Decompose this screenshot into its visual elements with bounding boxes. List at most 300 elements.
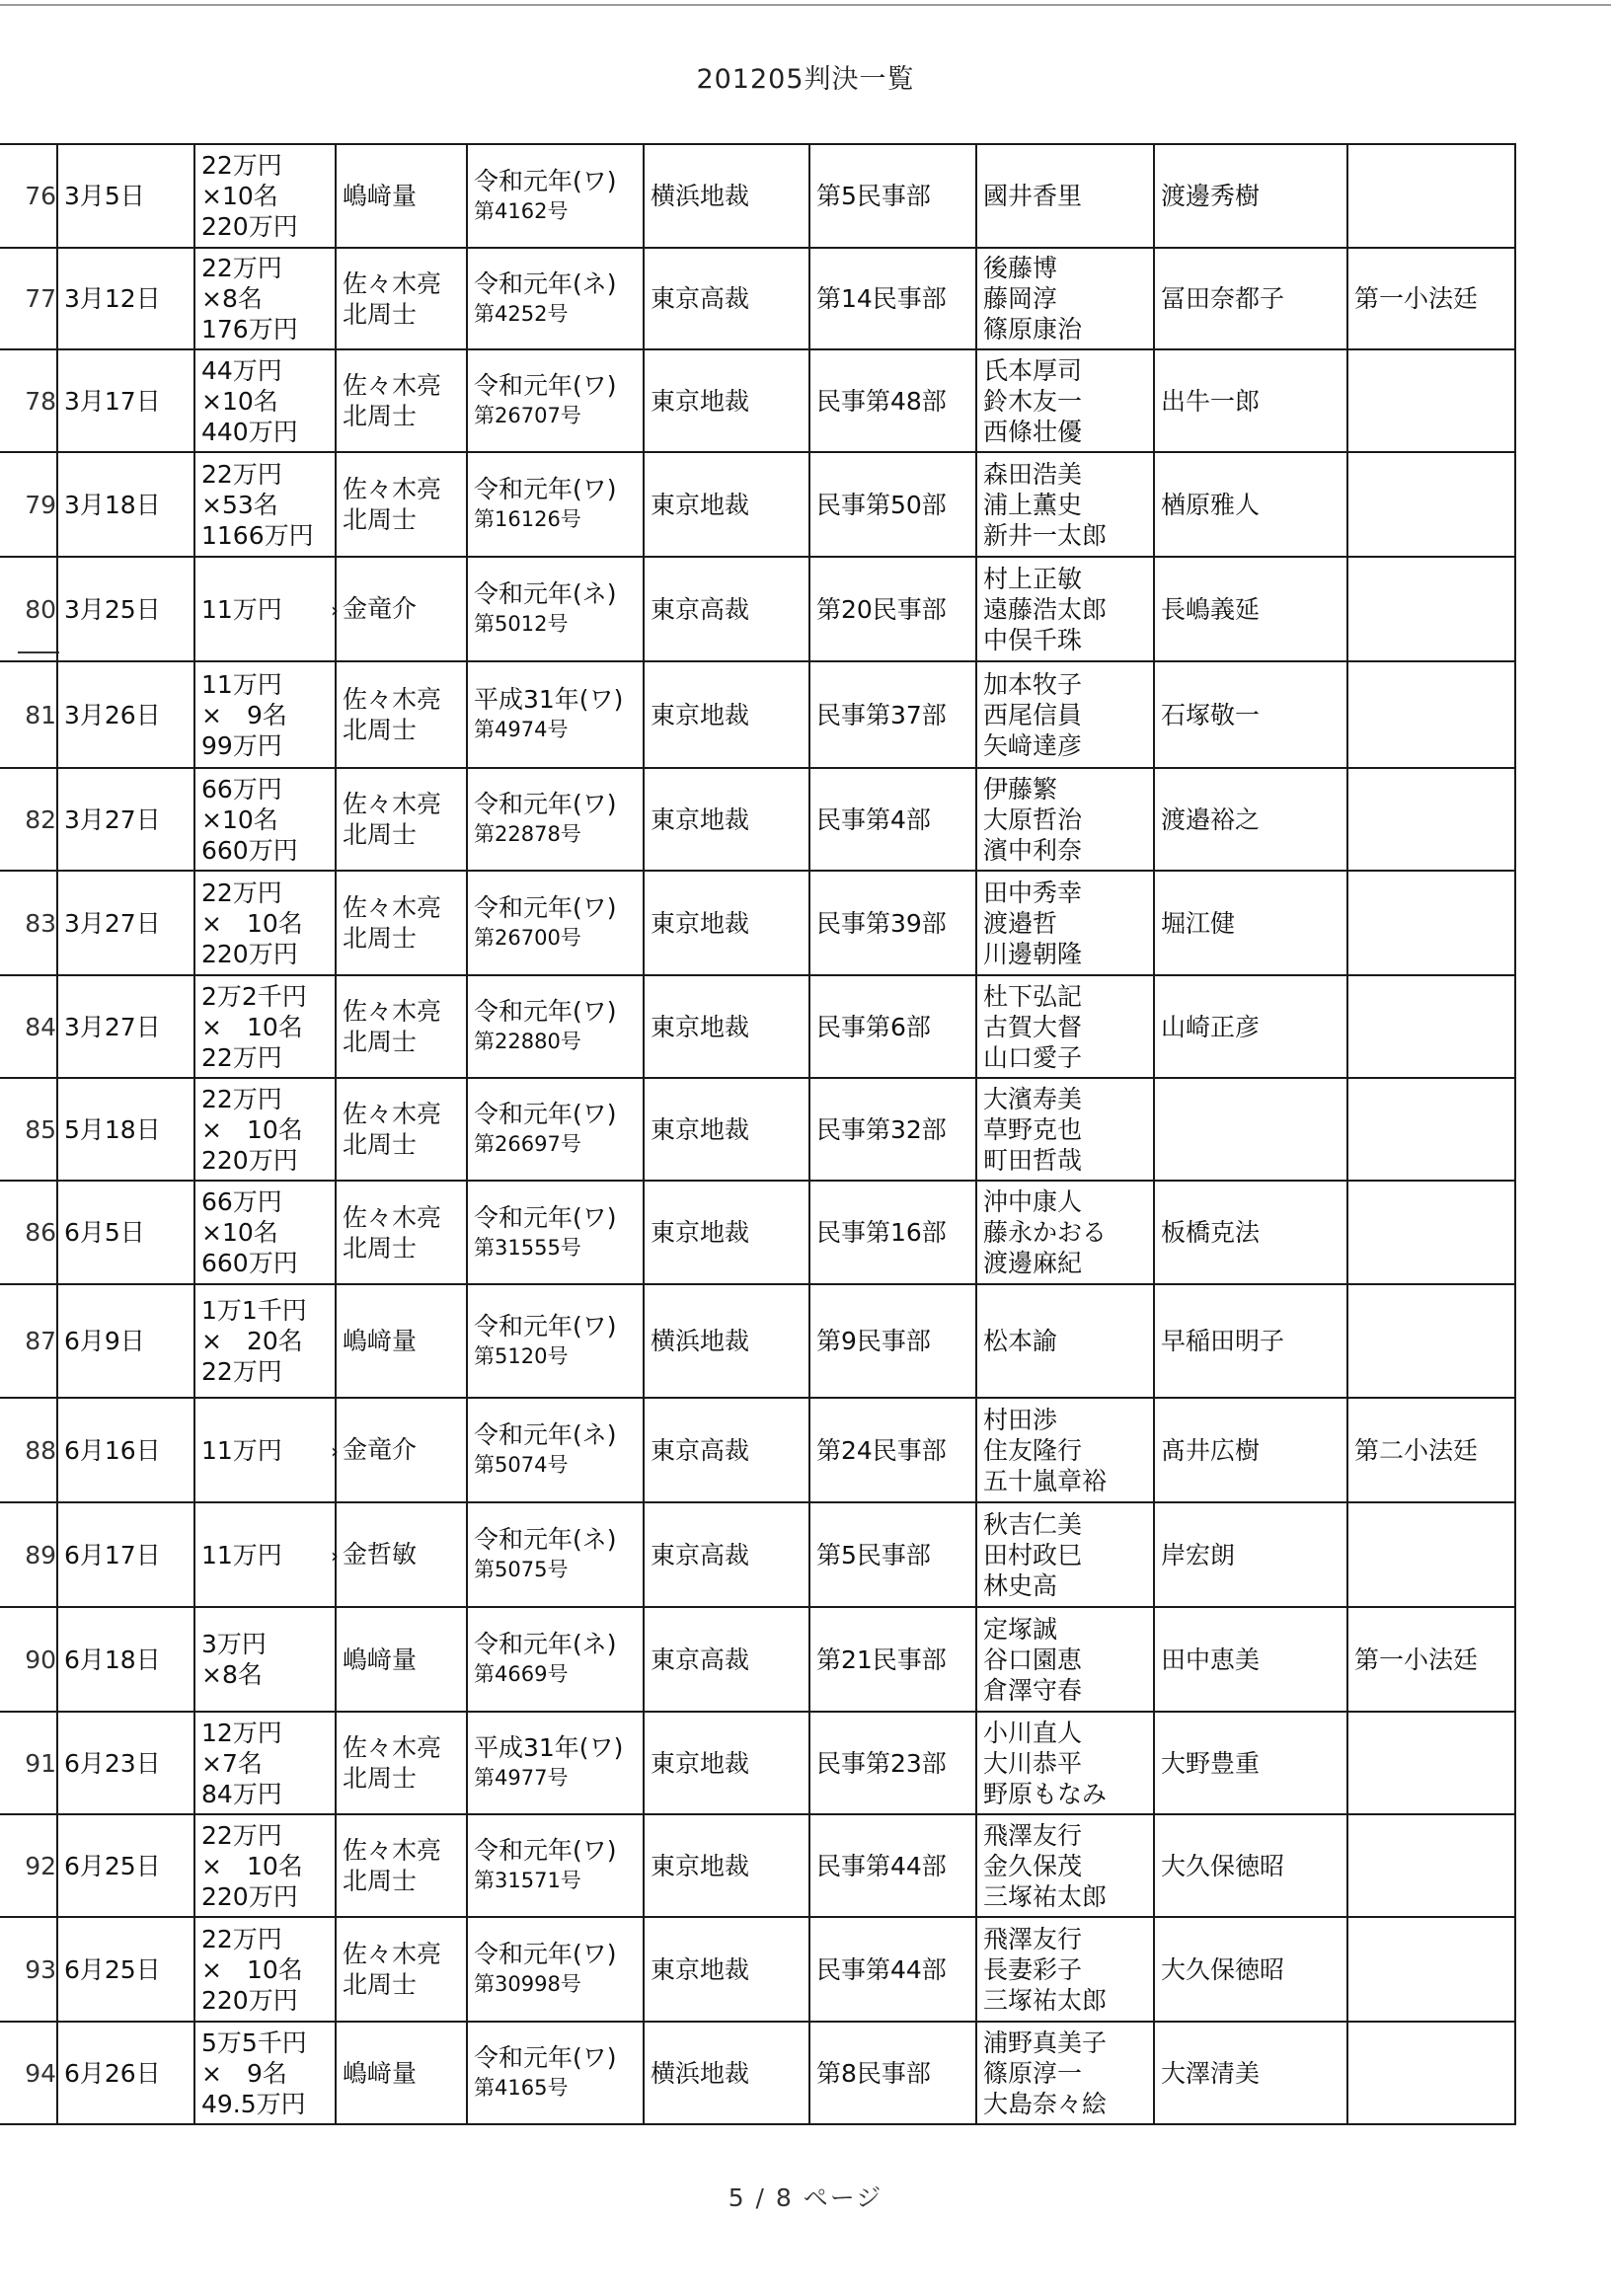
row-number-cell: 78 bbox=[0, 349, 57, 452]
case-line: 令和元年(ワ) bbox=[474, 1311, 617, 1340]
table-row bbox=[0, 144, 1515, 248]
judge-name: 杜下弘記 bbox=[983, 981, 1083, 1011]
lawyer-name: 佐々木亮 bbox=[343, 893, 442, 922]
judges-cell bbox=[976, 1398, 1154, 1502]
judges-cell bbox=[976, 1078, 1154, 1181]
case-line: 第22880号 bbox=[474, 1030, 581, 1053]
court-cell: 東京地裁 bbox=[644, 1814, 809, 1917]
judge-name: 五十嵐章裕 bbox=[983, 1466, 1108, 1495]
lawyer-name: 北周士 bbox=[343, 716, 418, 744]
department-cell: 第8民事部 bbox=[809, 2022, 976, 2124]
lawyer-cell bbox=[336, 1607, 467, 1712]
amount-line: 220万円 bbox=[201, 1145, 298, 1175]
row-number-cell: 80 bbox=[0, 557, 57, 661]
court-cell: 東京高裁 bbox=[644, 1398, 809, 1502]
case-number-cell bbox=[467, 1502, 644, 1607]
secondary-judge-cell: 岸宏朗 bbox=[1154, 1502, 1347, 1607]
amount-line: ×10名 bbox=[201, 804, 278, 834]
amount-line: 220万円 bbox=[201, 939, 298, 968]
secondary-judge-cell: 長嶋義延 bbox=[1154, 557, 1347, 661]
case-line: 令和元年(ワ) bbox=[474, 1940, 617, 1968]
lawyer-name: 佐々木亮 bbox=[343, 1202, 442, 1232]
lawyer-name: 金竜介 bbox=[343, 1434, 418, 1464]
lawyer-cell bbox=[331, 557, 467, 661]
amount-line: × 10名 bbox=[201, 1114, 303, 1144]
case-line: 第30998号 bbox=[474, 1972, 581, 1996]
lawyer-line bbox=[331, 1434, 466, 1467]
amount-cell bbox=[194, 1078, 336, 1181]
amount-line: 12万円 bbox=[201, 1718, 282, 1747]
lawyer-cell bbox=[336, 661, 467, 768]
amount-line: 22万円 bbox=[201, 459, 282, 489]
table-row bbox=[0, 1607, 1515, 1712]
case-line: 第4165号 bbox=[474, 2076, 569, 2100]
row-number-cell: 77 bbox=[0, 248, 57, 349]
court-cell: 東京地裁 bbox=[644, 1078, 809, 1181]
secondary-judge-cell: 堀江健 bbox=[1154, 871, 1347, 975]
judge-name: 西條壮優 bbox=[983, 417, 1083, 446]
judge-name: 古賀大督 bbox=[983, 1012, 1083, 1041]
amount-line: ×53名 bbox=[201, 490, 278, 519]
case-line: 第22878号 bbox=[474, 822, 581, 846]
date-cell: 6月9日 bbox=[57, 1284, 194, 1398]
lawyer-cell bbox=[336, 349, 467, 452]
lawyer-cell bbox=[336, 2022, 467, 2124]
judge-name: 田村政巳 bbox=[983, 1540, 1083, 1569]
judge-name: 中俣千珠 bbox=[983, 625, 1083, 654]
table-row bbox=[0, 1712, 1515, 1814]
case-line: 令和元年(ネ) bbox=[474, 579, 617, 608]
judge-name: 小川直人 bbox=[983, 1718, 1083, 1747]
judge-name: 金久保茂 bbox=[983, 1851, 1083, 1880]
case-line: 令和元年(ワ) bbox=[474, 1202, 617, 1232]
judge-name: 川邊朝隆 bbox=[983, 939, 1083, 968]
secondary-judge-cell: 髙井広樹 bbox=[1154, 1398, 1347, 1502]
date-cell: 3月17日 bbox=[57, 349, 194, 452]
note-cell bbox=[1347, 1712, 1515, 1814]
judge-name: 飛澤友行 bbox=[983, 1924, 1083, 1953]
judge-name: 野原もなみ bbox=[983, 1779, 1108, 1808]
department-cell: 第21民事部 bbox=[809, 1607, 976, 1712]
court-cell: 東京地裁 bbox=[644, 1181, 809, 1284]
judge-name: 大濱寿美 bbox=[983, 1084, 1083, 1113]
amount-line: 11万円 bbox=[201, 1435, 282, 1465]
court-cell: 東京高裁 bbox=[644, 248, 809, 349]
case-line: 令和元年(ワ) bbox=[474, 475, 617, 503]
amount-line: 2万2千円 bbox=[201, 981, 307, 1011]
amount-cell bbox=[194, 1814, 336, 1917]
lawyer-line bbox=[331, 1539, 466, 1571]
judge-name: 鈴木友一 bbox=[983, 386, 1083, 416]
lawyer-cell bbox=[336, 452, 467, 557]
judges-cell bbox=[976, 1181, 1154, 1284]
lawyer-cell bbox=[331, 1398, 467, 1502]
lawyer-cell bbox=[331, 1502, 467, 1607]
case-line: 第4669号 bbox=[474, 1662, 569, 1686]
secondary-judge-cell: 渡邊秀樹 bbox=[1154, 144, 1347, 248]
lawyer-line bbox=[331, 593, 466, 626]
case-line: 第31555号 bbox=[474, 1235, 581, 1260]
lawyer-name: 嶋﨑量 bbox=[343, 1327, 418, 1355]
judge-name: 住友隆行 bbox=[983, 1435, 1083, 1465]
case-line: 第16126号 bbox=[474, 507, 581, 531]
note-cell bbox=[1347, 661, 1515, 768]
lawyer-cell bbox=[336, 248, 467, 349]
lawyer-cell bbox=[336, 1181, 467, 1284]
court-cell: 東京高裁 bbox=[644, 557, 809, 661]
lawyer-name: 北周士 bbox=[343, 924, 418, 953]
judge-name: 大原哲治 bbox=[983, 804, 1083, 834]
court-cell: 横浜地裁 bbox=[644, 144, 809, 248]
table-row bbox=[0, 1502, 1515, 1607]
table-row bbox=[0, 2022, 1515, 2124]
lawyer-name: 北周士 bbox=[343, 1867, 418, 1895]
court-cell: 東京地裁 bbox=[644, 349, 809, 452]
lawyer-name: 金哲敏 bbox=[343, 1539, 418, 1569]
lawyer-cell bbox=[336, 1712, 467, 1814]
amount-line: 22万円 bbox=[201, 1042, 282, 1072]
case-number-cell bbox=[467, 871, 644, 975]
department-cell: 第24民事部 bbox=[809, 1398, 976, 1502]
case-line: 第31571号 bbox=[474, 1869, 581, 1892]
judge-name: 三塚祐太郎 bbox=[983, 1985, 1108, 2015]
secondary-judge-cell: 冨田奈都子 bbox=[1154, 248, 1347, 349]
amount-line: ×7名 bbox=[201, 1748, 263, 1778]
row-number-cell: 85 bbox=[0, 1078, 57, 1181]
amount-cell bbox=[194, 1502, 336, 1607]
row-number-cell: 93 bbox=[0, 1917, 57, 2022]
department-cell: 民事第32部 bbox=[809, 1078, 976, 1181]
table-row bbox=[0, 1398, 1515, 1502]
table-row bbox=[0, 248, 1515, 349]
department-cell: 第9民事部 bbox=[809, 1284, 976, 1398]
note-cell bbox=[1347, 349, 1515, 452]
judges-cell bbox=[976, 2022, 1154, 2124]
date-cell: 6月5日 bbox=[57, 1181, 194, 1284]
amount-line: 99万円 bbox=[201, 730, 282, 760]
amount-line: 220万円 bbox=[201, 1985, 298, 2015]
amount-cell bbox=[194, 1284, 336, 1398]
amount-line: 44万円 bbox=[201, 355, 282, 385]
case-number-cell bbox=[467, 1181, 644, 1284]
row-number-cell: 89 bbox=[0, 1502, 57, 1607]
amount-line: 22万円 bbox=[201, 878, 282, 907]
secondary-judge-cell: 渡邉裕之 bbox=[1154, 768, 1347, 871]
date-cell: 3月26日 bbox=[57, 661, 194, 768]
row-number-cell: 90 bbox=[0, 1607, 57, 1712]
amount-line: 3万円 bbox=[201, 1630, 267, 1658]
judges-cell bbox=[976, 661, 1154, 768]
lawyer-name: 嶋﨑量 bbox=[343, 1645, 418, 1674]
case-line: 第5074号 bbox=[474, 1453, 569, 1477]
judge-name: 藤永かおる bbox=[983, 1218, 1108, 1247]
judge-name: 濱中利奈 bbox=[983, 835, 1083, 865]
case-line: 第4974号 bbox=[474, 718, 569, 741]
department-cell: 民事第16部 bbox=[809, 1181, 976, 1284]
secondary-judge-cell: 田中恵美 bbox=[1154, 1607, 1347, 1712]
department-cell: 第5民事部 bbox=[809, 1502, 976, 1607]
secondary-judge-cell: 楢原雅人 bbox=[1154, 452, 1347, 557]
judges-cell bbox=[976, 557, 1154, 661]
lawyer-cell bbox=[336, 1284, 467, 1398]
lawyer-name: 佐々木亮 bbox=[343, 371, 442, 400]
table-row bbox=[0, 557, 1515, 661]
judge-name: 大島奈々絵 bbox=[983, 2089, 1108, 2118]
amount-line: 220万円 bbox=[201, 212, 298, 241]
case-line: 第4162号 bbox=[474, 198, 569, 223]
table-row bbox=[0, 975, 1515, 1078]
judge-name: 山口愛子 bbox=[983, 1042, 1083, 1072]
lawyer-name: 金竜介 bbox=[343, 593, 418, 623]
date-cell: 3月27日 bbox=[57, 871, 194, 975]
lawyer-name: 佐々木亮 bbox=[343, 1836, 442, 1865]
court-cell: 東京高裁 bbox=[644, 1607, 809, 1712]
judges-cell bbox=[976, 248, 1154, 349]
case-line: 令和元年(ネ) bbox=[474, 268, 617, 298]
row-number-cell: 87 bbox=[0, 1284, 57, 1398]
case-line: 令和元年(ネ) bbox=[474, 1420, 617, 1449]
judge-name: 後藤博 bbox=[983, 254, 1058, 282]
case-line: 令和元年(ワ) bbox=[474, 166, 617, 195]
amount-cell bbox=[194, 1181, 336, 1284]
note-cell bbox=[1347, 1502, 1515, 1607]
amount-line: 11万円 bbox=[201, 594, 282, 624]
judges-cell bbox=[976, 1917, 1154, 2022]
date-cell: 3月27日 bbox=[57, 768, 194, 871]
amount-cell bbox=[194, 1917, 336, 2022]
amount-line: 11万円 bbox=[201, 669, 282, 699]
note-cell bbox=[1347, 1917, 1515, 2022]
amount-cell bbox=[194, 768, 336, 871]
table-row bbox=[0, 1284, 1515, 1398]
amount-line: × 10名 bbox=[201, 1954, 303, 1984]
case-line: 令和元年(ワ) bbox=[474, 371, 617, 400]
department-cell: 民事第37部 bbox=[809, 661, 976, 768]
date-cell: 6月25日 bbox=[57, 1814, 194, 1917]
secondary-judge-cell: 大野豊重 bbox=[1154, 1712, 1347, 1814]
row-number-cell: 83 bbox=[0, 871, 57, 975]
case-number-cell bbox=[467, 768, 644, 871]
judges-cell bbox=[976, 452, 1154, 557]
case-line: 令和元年(ワ) bbox=[474, 893, 617, 922]
note-cell: 第一小法廷 bbox=[1347, 1607, 1515, 1712]
amount-cell bbox=[194, 1607, 336, 1712]
case-number-cell bbox=[467, 452, 644, 557]
lawyer-name: 佐々木亮 bbox=[343, 790, 442, 818]
amount-cell bbox=[194, 2022, 336, 2124]
court-cell: 横浜地裁 bbox=[644, 1284, 809, 1398]
amount-line: × 10名 bbox=[201, 908, 303, 938]
department-cell: 民事第39部 bbox=[809, 871, 976, 975]
judges-cell bbox=[976, 975, 1154, 1078]
court-cell: 横浜地裁 bbox=[644, 2022, 809, 2124]
secondary-judge-cell: 大久保徳昭 bbox=[1154, 1814, 1347, 1917]
judge-name: 篠原康治 bbox=[983, 315, 1083, 344]
lawyer-name: 佐々木亮 bbox=[343, 685, 442, 714]
date-cell: 6月17日 bbox=[57, 1502, 194, 1607]
secondary-judge-cell bbox=[1154, 1078, 1347, 1181]
case-number-cell bbox=[467, 1398, 644, 1502]
amount-line: × 9名 bbox=[201, 700, 287, 729]
amount-line: × 20名 bbox=[201, 1327, 303, 1355]
table-row bbox=[0, 661, 1515, 768]
amount-cell bbox=[194, 144, 336, 248]
amount-cell bbox=[194, 248, 336, 349]
date-cell: 6月18日 bbox=[57, 1607, 194, 1712]
court-cell: 東京地裁 bbox=[644, 975, 809, 1078]
judge-name: 村田渉 bbox=[983, 1405, 1058, 1434]
department-cell: 民事第4部 bbox=[809, 768, 976, 871]
case-line: 第5120号 bbox=[474, 1343, 569, 1368]
note-cell bbox=[1347, 1284, 1515, 1398]
judge-name: 加本牧子 bbox=[983, 669, 1083, 699]
judge-name: 國井香里 bbox=[983, 182, 1083, 210]
secondary-judge-cell: 山崎正彦 bbox=[1154, 975, 1347, 1078]
case-number-cell bbox=[467, 349, 644, 452]
case-number-cell bbox=[467, 975, 644, 1078]
date-cell: 6月25日 bbox=[57, 1917, 194, 2022]
lawyer-name: 佐々木亮 bbox=[343, 997, 442, 1026]
lawyer-cell bbox=[336, 1814, 467, 1917]
lawyer-name: 北周士 bbox=[343, 505, 418, 534]
case-line: 第4977号 bbox=[474, 1766, 569, 1790]
judges-cell bbox=[976, 349, 1154, 452]
lawyer-name: 佐々木亮 bbox=[343, 1940, 442, 1968]
judge-name: 草野克也 bbox=[983, 1114, 1083, 1144]
case-line: 令和元年(ワ) bbox=[474, 790, 617, 818]
amount-line: 22万円 bbox=[201, 254, 282, 282]
amount-line: ×10名 bbox=[201, 1218, 278, 1247]
department-cell: 民事第44部 bbox=[809, 1917, 976, 2022]
judge-name: 松本諭 bbox=[983, 1327, 1058, 1355]
case-line: 第26707号 bbox=[474, 404, 581, 427]
date-cell: 3月18日 bbox=[57, 452, 194, 557]
judge-name: 浦野真美子 bbox=[983, 2028, 1108, 2057]
amount-line: × 9名 bbox=[201, 2058, 287, 2088]
note-cell bbox=[1347, 557, 1515, 661]
amount-line: 660万円 bbox=[201, 835, 298, 865]
department-cell: 第20民事部 bbox=[809, 557, 976, 661]
table-body bbox=[0, 144, 1515, 2124]
judge-name: 沖中康人 bbox=[983, 1187, 1083, 1216]
row-number-cell: 86 bbox=[0, 1181, 57, 1284]
court-cell: 東京地裁 bbox=[644, 1712, 809, 1814]
judge-name: 篠原淳一 bbox=[983, 2058, 1083, 2088]
department-cell: 第5民事部 bbox=[809, 144, 976, 248]
amount-line: 176万円 bbox=[201, 315, 298, 344]
judges-cell bbox=[976, 1814, 1154, 1917]
court-cell: 東京高裁 bbox=[644, 1502, 809, 1607]
case-line: 第5075号 bbox=[474, 1558, 569, 1581]
amount-line: 220万円 bbox=[201, 1881, 298, 1911]
lawyer-cell bbox=[336, 144, 467, 248]
date-cell: 5月18日 bbox=[57, 1078, 194, 1181]
note-cell bbox=[1347, 871, 1515, 975]
note-cell bbox=[1347, 768, 1515, 871]
date-cell: 6月26日 bbox=[57, 2022, 194, 2124]
arrow-mark-icon: › bbox=[331, 1543, 339, 1568]
page-footer: 5 / 8 ページ bbox=[728, 2183, 883, 2212]
department-cell: 民事第48部 bbox=[809, 349, 976, 452]
judge-name: 新井一太郎 bbox=[983, 520, 1108, 550]
court-cell: 東京地裁 bbox=[644, 661, 809, 768]
note-cell bbox=[1347, 452, 1515, 557]
case-line: 令和元年(ネ) bbox=[474, 1525, 617, 1554]
row-number-cell: 92 bbox=[0, 1814, 57, 1917]
secondary-judge-cell: 大澤清美 bbox=[1154, 2022, 1347, 2124]
judge-name: 村上正敏 bbox=[983, 564, 1083, 593]
date-cell: 6月16日 bbox=[57, 1398, 194, 1502]
judge-name: 渡邉哲 bbox=[983, 908, 1058, 938]
amount-line: ×10名 bbox=[201, 386, 278, 416]
lawyer-cell bbox=[336, 768, 467, 871]
arrow-mark-icon: › bbox=[331, 597, 339, 622]
table-row bbox=[0, 349, 1515, 452]
lawyer-cell bbox=[336, 871, 467, 975]
date-cell: 3月25日 bbox=[57, 557, 194, 661]
date-cell: 3月5日 bbox=[57, 144, 194, 248]
case-number-cell bbox=[467, 661, 644, 768]
amount-line: 5万5千円 bbox=[201, 2028, 307, 2057]
judge-name: 森田浩美 bbox=[983, 459, 1083, 489]
amount-line: ×8名 bbox=[201, 284, 263, 313]
row-number-cell: 88 bbox=[0, 1398, 57, 1502]
lawyer-name: 北周士 bbox=[343, 1764, 418, 1793]
lawyer-cell bbox=[336, 975, 467, 1078]
note-cell bbox=[1347, 144, 1515, 248]
lawyer-name: 北周士 bbox=[343, 1130, 418, 1159]
case-number-cell bbox=[467, 1917, 644, 2022]
judge-name: 飛澤友行 bbox=[983, 1820, 1083, 1850]
judge-name: 遠藤浩太郎 bbox=[983, 594, 1108, 624]
page-header: 201205判決一覧 bbox=[696, 64, 915, 95]
judge-name: 矢﨑達彦 bbox=[983, 730, 1083, 760]
judge-name: 秋吉仁美 bbox=[983, 1509, 1083, 1539]
lawyer-name: 北周士 bbox=[343, 299, 418, 329]
judges-cell bbox=[976, 1284, 1154, 1398]
judges-cell bbox=[976, 1502, 1154, 1607]
judge-name: 谷口園恵 bbox=[983, 1645, 1083, 1674]
amount-line: 440万円 bbox=[201, 417, 298, 446]
judges-cell bbox=[976, 1607, 1154, 1712]
amount-line: 1万1千円 bbox=[201, 1296, 307, 1325]
amount-cell bbox=[194, 349, 336, 452]
case-line: 令和元年(ワ) bbox=[474, 1100, 617, 1128]
case-line: 平成31年(ワ) bbox=[474, 1733, 624, 1762]
amount-cell bbox=[194, 975, 336, 1078]
department-cell: 民事第44部 bbox=[809, 1814, 976, 1917]
note-cell bbox=[1347, 975, 1515, 1078]
judge-name: 氏本厚司 bbox=[983, 355, 1083, 385]
case-number-cell bbox=[467, 1712, 644, 1814]
secondary-judge-cell: 大久保徳昭 bbox=[1154, 1917, 1347, 2022]
judges-cell bbox=[976, 144, 1154, 248]
court-cell: 東京地裁 bbox=[644, 768, 809, 871]
court-cell: 東京地裁 bbox=[644, 1917, 809, 2022]
secondary-judge-cell: 早稲田明子 bbox=[1154, 1284, 1347, 1398]
judge-name: 西尾信員 bbox=[983, 700, 1083, 729]
date-cell: 6月23日 bbox=[57, 1712, 194, 1814]
row-number-cell: 79 bbox=[0, 452, 57, 557]
judge-name: 三塚祐太郎 bbox=[983, 1881, 1108, 1911]
case-line: 平成31年(ワ) bbox=[474, 685, 624, 714]
case-number-cell bbox=[467, 1607, 644, 1712]
amount-line: 84万円 bbox=[201, 1779, 282, 1808]
judge-name: 町田哲哉 bbox=[983, 1145, 1083, 1175]
lawyer-name: 北周士 bbox=[343, 1028, 418, 1056]
judge-name: 長妻彩子 bbox=[983, 1954, 1083, 1984]
judge-name: 渡邊麻紀 bbox=[983, 1249, 1083, 1277]
